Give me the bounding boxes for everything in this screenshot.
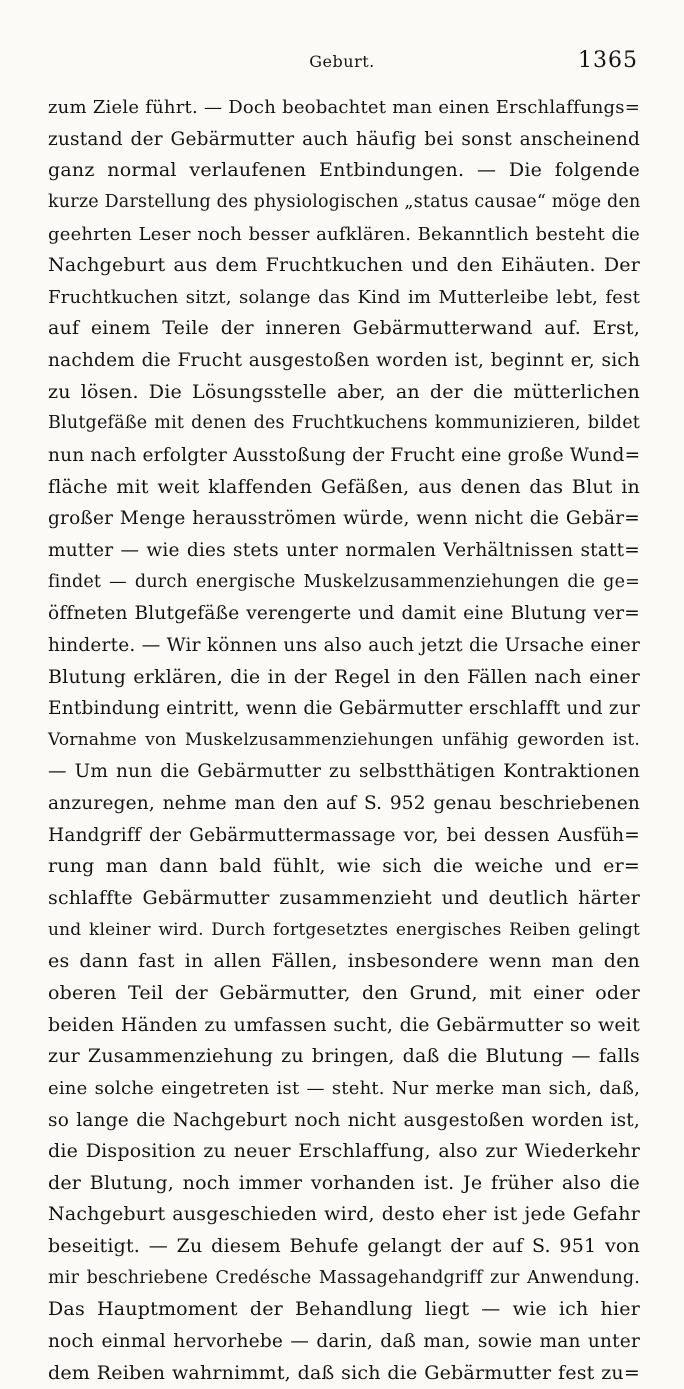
text-line: Nachgeburt aus dem Fruchtkuchen und den Eihäuten. Der — [48, 254, 640, 277]
text-line: schlaffte Gebärmutter zusammenzieht und deutlich härter — [48, 887, 640, 910]
text-line: großer Menge herausströmen würde, wenn nicht die Gebär= — [48, 508, 640, 530]
text-line: — Um nun die Gebärmutter zu selbstthätigen Kontraktionen — [48, 761, 640, 783]
text-line: oberen Teil der Gebärmutter, den Grund, mit einer oder — [48, 981, 640, 1004]
text-line: Entbindung eintritt, wenn die Gebärmutter erschlafft und zur — [48, 698, 640, 720]
text-line: und kleiner wird. Durch fortgesetztes energisches Reiben gelingt — [48, 919, 640, 940]
running-title: Geburt. — [309, 52, 375, 71]
text-line: nun nach erfolgter Ausstoßung der Frucht eine große Wund= — [48, 445, 641, 467]
text-line: es dann fast in allen Fällen, insbesondere wenn man den — [48, 950, 640, 973]
text-line: beiden Händen zu umfassen sucht, die Gebärmutter so weit — [48, 1013, 640, 1036]
text-line: Blutgefäße mit denen des Fruchtkuchens kommunizieren, bildet — [48, 413, 640, 434]
text-line: Nachgeburt ausgeschieden wird, desto eher ist jede Gefahr — [48, 1203, 640, 1226]
text-line: fläche mit weit klaffenden Gefäßen, aus denen das Blut in — [48, 475, 640, 498]
text-line: ganz normal verlaufenen Entbindungen. — Die folgende — [48, 159, 640, 182]
text-line: zum Ziele führt. — Doch beobachtet man einen Erschlaffungs= — [48, 97, 640, 118]
text-line: so lange die Nachgeburt noch nicht ausgestoßen worden ist, — [48, 1109, 640, 1131]
text-line: Blutung erklären, die in der Regel in den Fällen nach einer — [48, 665, 640, 688]
text-line: Handgriff der Gebärmuttermassage vor, bei dessen Ausfüh= — [48, 824, 640, 846]
text-line: beseitigt. — Zu diesem Behufe gelangt der auf S. 951 von — [48, 1235, 640, 1258]
text-line: auf einem Teile der inneren Gebärmutterwand auf. Erst, — [48, 317, 640, 340]
text-line: dem Reiben wahrnimmt, daß sich die Gebärmutter fest zu= — [48, 1361, 640, 1384]
text-line: mir beschriebene Credésche Massagehandgriff zur Anwendung. — [48, 1267, 640, 1288]
text-line: eine solche eingetreten ist — steht. Nur merke man sich, daß, — [48, 1077, 640, 1099]
text-line: öffneten Blutgefäße verengerte und damit eine Blutung ver= — [48, 603, 640, 625]
page-header — [0, 48, 684, 78]
text-line: rung man dann bald fühlt, wie sich die weiche und er= — [48, 855, 640, 878]
text-line: hinderte. — Wir können uns also auch jetzt die Ursache einer — [48, 634, 640, 656]
text-line: findet — durch energische Muskelzusammenziehungen die ge= — [48, 571, 640, 592]
text-line: die Disposition zu neuer Erschlaffung, also zur Wiederkehr — [48, 1140, 640, 1163]
text-line: zu lösen. Die Lösungsstelle aber, an der die mütterlichen — [48, 380, 640, 403]
text-line: mutter — wie dies stets unter normalen Verhältnissen statt= — [48, 539, 640, 561]
text-line: kurze Darstellung des physiologischen „status causae“ möge den — [48, 191, 641, 212]
page-number: 1365 — [578, 48, 638, 73]
text-line: zustand der Gebärmutter auch häufig bei sonst anscheinend — [48, 128, 640, 150]
text-line: zur Zusammenziehung zu bringen, daß die Blutung — falls — [48, 1045, 640, 1068]
text-line: der Blutung, noch immer vorhanden ist. Je früher also die — [48, 1171, 640, 1194]
text-line: noch einmal hervorhebe — darin, daß man, sowie man unter — [48, 1330, 640, 1352]
text-line: Das Hauptmoment der Behandlung liegt — wie ich hier — [48, 1298, 640, 1321]
text-line: geehrten Leser noch besser aufklären. Bekanntlich besteht die — [48, 223, 640, 245]
text-line: anzuregen, nehme man den auf S. 952 genau beschriebenen — [48, 793, 640, 815]
body-text — [48, 92, 640, 1389]
text-line: Vornahme von Muskelzusammenziehungen unfähig geworden ist. — [48, 729, 640, 750]
text-line: Fruchtkuchen sitzt, solange das Kind im Mutterleibe lebt, fest — [48, 286, 640, 308]
text-line: nachdem die Frucht ausgestoßen worden ist, beginnt er, sich — [48, 350, 640, 372]
